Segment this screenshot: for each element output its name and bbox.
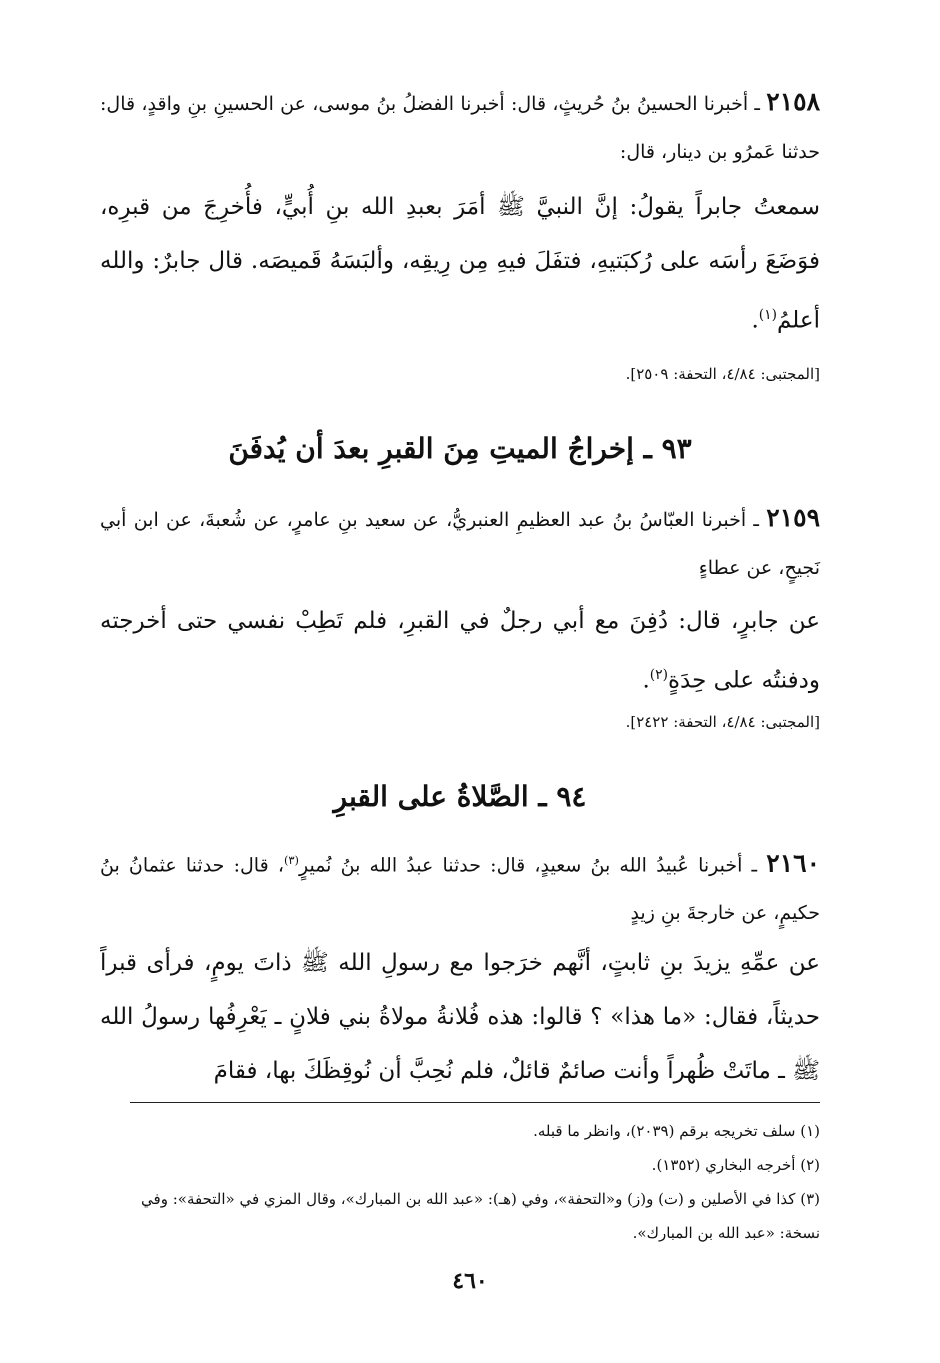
page-number: ٤٦٠	[452, 1268, 488, 1294]
matn-text: عن جابرٍ، قال: دُفِنَ مع أبي رجلٌ في القبرِ، فلم تَطِبْ نفسي حتى أخرجته ودفنتُه على حِدَةٍ	[100, 608, 820, 694]
hadith-2159-reference: [المجتبى: ٤/٨٤، التحفة: ٢٤٢٢].	[625, 713, 820, 731]
footnotes	[100, 1114, 820, 1250]
chapter-93-heading: ٩٣ ـ إخراجُ الميتِ مِنَ القبرِ بعدَ أن يُدفَنَ	[228, 432, 692, 465]
hadith-2158-isnad	[100, 78, 820, 176]
isnad-text: ـ أخبرنا عُبيدُ الله بنُ سعيدٍ، قال: حدثنا عبدُ الله بنُ نُميرٍ	[298, 854, 767, 877]
hadith-number: ٢١٥٩	[766, 503, 820, 532]
hadith-2160-isnad	[100, 836, 820, 937]
isnad-text: ـ أخبرنا الحسينُ بنُ حُريثٍ، قال: أخبرنا الفضلُ بنُ موسى، عن الحسينِ بنِ واقدٍ، قال: حدثنا عَمرُو بن دينار، قال:	[100, 93, 820, 163]
hadith-number: ٢١٦٠	[766, 848, 820, 878]
matn-text: سمعتُ جابراً يقولُ: إنَّ النبيَّ ﷺ أمَرَ بعبدِ الله بنِ أُبيٍّ، فأُخرِجَ من قبرِه، فوَضَعَ رأسَه على رُكبَتيهِ، فتفَلَ فيهِ مِن رِيقِه، وألبَسَهُ قَميصَه. قال جابرٌ: والله أعلمُ	[100, 194, 820, 334]
footnote-2: (٢) أخرجه البخاري (١٣٥٢).	[651, 1156, 820, 1174]
footnote-marker: (١)	[758, 307, 777, 323]
hadith-2159-isnad	[100, 494, 820, 592]
footnote-marker: (٣)	[283, 853, 299, 867]
matn-end: .	[751, 307, 759, 334]
footnote-divider	[130, 1102, 820, 1103]
matn-text: عن عمِّهِ يزيدَ بنِ ثابتٍ، أنَّهم خرَجوا مع رسولِ الله ﷺ ذاتَ يومٍ، فرأى قبراً حديثاً، فقال: «ما هذا» ؟ قالوا: هذه فُلانةُ مولاةُ بني فلانٍ ـ يَعْرِفُها رسولُ الله ﷺ ـ ماتَتْ ظُهراً وأنت صائمٌ قائلٌ، فلم نُحِبَّ أن نُوقِظَكَ بها، فقامَ	[100, 950, 820, 1084]
hadith-2158-reference: [المجتبى: ٤/٨٤، التحفة: ٢٥٠٩].	[625, 365, 820, 383]
hadith-2158-matn	[100, 180, 820, 348]
matn-end: .	[642, 667, 650, 694]
isnad-text-continued: ، قال: حدثنا عثمانُ بنُ حكيمٍ، عن خارجةَ بنِ زيدٍ	[100, 854, 820, 925]
hadith-number: ٢١٥٨	[766, 87, 820, 116]
chapter-94-heading: ٩٤ ـ الصَّلاةُ على القبرِ	[333, 780, 587, 813]
footnote-1: (١) سلف تخريجه برقم (٢٠٣٩)، وانظر ما قبله.	[533, 1122, 820, 1140]
isnad-text: ـ أخبرنا العبّاسُ بنُ عبد العظيمِ العنبريُّ، عن سعيد بنِ عامرٍ، عن شُعبةَ، عن ابن أبي نَجيحٍ، عن عطاءٍ	[100, 509, 820, 579]
footnote-marker: (٢)	[649, 667, 668, 683]
hadith-2160-matn	[100, 936, 820, 1098]
footnote-3: (٣) كذا في الأصلين و (ت) و(ز) و«التحفة»، وفي (هـ): «عبد الله بن المبارك»، وقال المزي في «التحفة»: وفي نسخة: «عبد الله بن المبارك».	[141, 1190, 820, 1242]
hadith-2159-matn	[100, 594, 820, 708]
